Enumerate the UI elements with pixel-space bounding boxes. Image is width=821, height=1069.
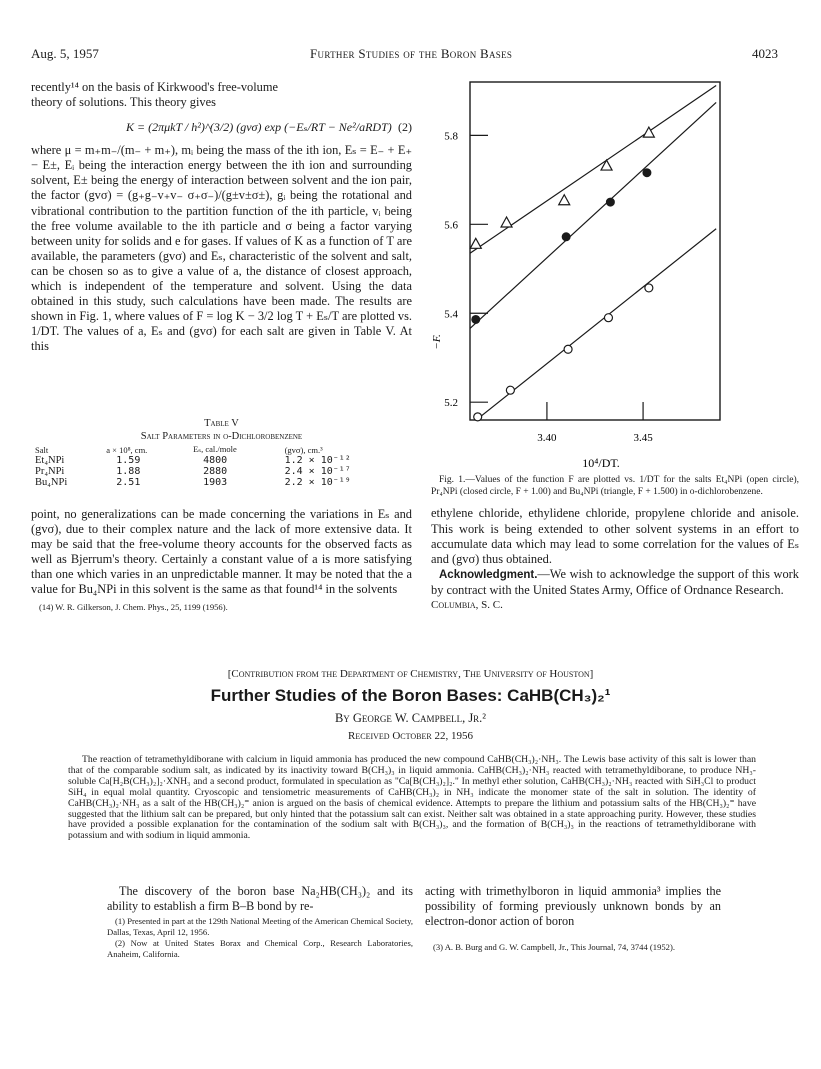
table-row: [31, 466, 412, 477]
intro-paragraph-start: The discovery of the boron base Na₂HB(CH₃)₂ and its ability to establish a firm B–B bond by re-: [107, 884, 413, 914]
header-title: Further Studies of the Boron Bases: [310, 46, 513, 61]
article-title: Further Studies of the Boron Bases: CaHB(CH₃)₂¹: [210, 686, 611, 705]
received-date: Received October 22, 1956: [348, 730, 473, 742]
table-caption: Salt Parameters in o-Dichlorobenzene: [140, 431, 303, 442]
footnote-1: (1) Presented in part at the 129th National Meeting of the American Chemical Society, Dallas, Texas, April 12, 1956.: [107, 916, 413, 938]
x-tick-label: 3.45: [633, 432, 653, 444]
y-tick-label: 5.2: [444, 397, 458, 410]
fit-line: [466, 86, 716, 256]
table-label: Table V: [204, 418, 239, 429]
table-cell: 2.4 × 10⁻¹⁷: [284, 466, 351, 477]
table-header: Eₛ, cal./mole: [193, 444, 237, 454]
intro-line-1: recently¹⁴ on the basis of Kirkwood's free-volume: [31, 80, 278, 94]
table-header: Salt: [35, 444, 49, 455]
acknowledgment-paragraph: [431, 567, 799, 598]
open-circle-point: [564, 345, 572, 353]
after-table-paragraph: point, no generalizations can be made concerning the variations in Eₛ and (gvσ), due to their complex nature and the lack of more extensive data. It may be said that the free-volume theory accounts for the observed facts as well as Bjerrum's theory. Certainly a constant value of a is more satisfying than one which varies in an unpredictable manner. It may be noted that the a value for Bu₄NPi in this solvent is the same as that found¹⁴ in the solvents: [31, 507, 412, 597]
triangle-point: [501, 217, 512, 227]
contribution-line: [Contribution from the Department of Chemistry, The University of Houston]: [227, 668, 594, 680]
equation-2: [31, 112, 412, 142]
table-cell: Et₄NPi: [35, 455, 65, 466]
fit-line: [466, 102, 716, 331]
table-cell: 2880: [203, 466, 228, 477]
table-v: [31, 418, 412, 488]
footnote-14: (14) W. R. Gilkerson, J. Chem. Phys., 25, 1199 (1956).: [39, 601, 228, 612]
triangle-point: [470, 238, 481, 248]
open-circle-point: [604, 314, 612, 322]
x-axis-label: 10⁴/DT.: [582, 456, 620, 470]
acknowledgment-text: —We wish to acknowledge the support of this work by contract with the United States Army, Office of Ordnance Research.: [431, 566, 799, 597]
table-cell: 1903: [203, 477, 228, 488]
x-tick-label: 3.40: [537, 432, 557, 444]
fit-line: [466, 229, 716, 428]
header-date: Aug. 5, 1957: [31, 46, 99, 61]
table-header: a × 10⁸, cm.: [106, 444, 148, 455]
equation-text: K = (2πμkT / h²)^(3/2) (gvσ) exp (−Eₛ/RT − Ne²/aRDT): [126, 119, 392, 134]
figure-1-chart: [418, 80, 798, 472]
y-tick-label: 5.6: [444, 219, 458, 232]
location-line: Columbia, S. C.: [431, 598, 503, 611]
footnote-2: (2) Now at United States Borax and Chemical Corp., Research Laboratories, Anaheim, California.: [107, 938, 413, 960]
table-row: [31, 455, 412, 466]
closed-circle-point: [562, 233, 570, 241]
left-column-top: [31, 80, 412, 355]
left-column-bottom: [31, 507, 412, 613]
table-cell: Pr₄NPi: [35, 466, 65, 477]
table-cell: 1.59: [116, 455, 141, 466]
article-right-column: [425, 884, 721, 953]
triangle-point: [559, 195, 570, 205]
table-header: (gvσ), cm.³: [284, 444, 323, 455]
right-body-paragraph: ethylene chloride, ethylidene chloride, propylene chloride and anisole. This work is being extended to other solvent systems in an effort to accumulate data which may lead to some correlation for the values of Eₛ and (gvσ) thus obtained.: [431, 506, 799, 566]
intro-paragraph-continued: acting with trimethylboron in liquid ammonia³ implies the possibility of forming previously unknown bonds by an electron-donor action of boron: [425, 884, 721, 929]
table-header-row: [31, 444, 412, 455]
plot-area: [444, 82, 720, 444]
article-author: By George W. Campbell, Jr.²: [334, 711, 487, 725]
table-cell: 4800: [203, 455, 228, 466]
table-cell: 1.2 × 10⁻¹²: [284, 455, 351, 466]
article-left-column: [107, 884, 413, 960]
open-circle-point: [645, 284, 653, 292]
y-axis-label: −F.: [431, 334, 443, 350]
closed-circle-point: [472, 315, 480, 323]
table-grid: [31, 444, 412, 488]
figure-caption: Fig. 1.—Values of the function F are plotted vs. 1/DT for the salts Et₄NPi (open circle), Pr₄NPi (closed circle, F + 1.00) and Bu₄NPi (triangle, F + 1.500) in o-dichlorobenzene.: [431, 475, 799, 498]
triangle-point: [601, 160, 612, 170]
acknowledgment-heading: Acknowledgment.: [439, 568, 538, 581]
footnote-3: (3) A. B. Burg and G. W. Campbell, Jr., This Journal, 74, 3744 (1952).: [433, 942, 675, 953]
closed-circle-point: [606, 198, 614, 206]
open-circle-point: [474, 413, 482, 421]
table-cell: Bu₄NPi: [35, 477, 68, 488]
equation-number: (2): [398, 119, 412, 134]
theory-paragraph: where μ = m₊m₋/(m₋ + m₊), mᵢ being the mass of the ith ion, Eₛ = E₋ + E₊ − E±, Eᵢ being the interaction energy between the ith ion and surrounding solvent, E± being the energy of interaction between solvent and the ion pair, the factor (gvσ) = (g₊g₋v₊v₋ σ₊σ₋)/(g±v±σ±), gᵢ being the rotational and vibrational contribution to the partition function of the ith particle, vᵢ being the free volume available to the ith particle and σ being a factor varying between unity for solids and e for gases. If values of K as a function of T are available, the parameters (gvσ) and Eₛ, characteristic of the solvent and salt, can be chosen so as to give a value of a, the distance of closest approach, which is independent of the temperature and solvent. Using the data obtained in this study, such calculations have been made. The results are shown in Fig. 1, where values of F = log K − 3/2 log T + Eₛ/T are plotted vs. 1/DT. The values of a, Eₛ and (gvσ) for each salt are given in Table V. At this: [31, 143, 412, 354]
table-cell: 2.2 × 10⁻¹⁹: [284, 477, 351, 488]
y-tick-label: 5.4: [444, 308, 458, 321]
closed-circle-point: [643, 169, 651, 177]
table-cell: 1.88: [116, 466, 141, 477]
header-page-number: 4023: [752, 46, 778, 61]
intro-line-2: theory of solutions. This theory gives: [31, 95, 216, 110]
open-circle-point: [506, 386, 514, 394]
right-column: [431, 474, 799, 611]
table-row: [31, 477, 412, 488]
table-cell: 2.51: [116, 477, 141, 488]
abstract: The reaction of tetramethyldiborane with calcium in liquid ammonia has produced the new compound CaHB(CH₃)₂·NH₃. The Lewis base activity of this salt is lower than that of the comparable sodium salt, as indicated by its inactivity toward B(CH₃)₃ in liquid ammonia. CaHB(CH₃)₂·NH₃ reacted with tetramethyldiborane, to produce NH₃-soluble Ca[H₂B(CH₃)₂]₂·XNH₃ and a second product, formulated in speculation as "Ca[B(CH₃)₂]₂." In methyl ether solution, CaHB(CH₃)₂·NH₃ reacted with SiH₃Cl to product SiH₄ in equal molal quantity. Cryoscopic and tensiometric measurements of CaHB(CH₃)₂ in NH₃ indicate the monomer state of the salt in solution. The identity of CaHB(CH₃)₂·NH₃ as a salt of the HB(CH₃)₂⁼ anion is argued on the basis of chemical evidence. Attempts to prepare the lithium and potassium salts of the HB(CH₃)₂⁼ have suggested that the lithium salt can be prepared, but only hinted that the potassium salt can exist. Neither salt was obtained in a state approaching purity. However, these studies have provided a possible explanation for the contamination of the sodium salt with B(CH₃)₃, and the formation of B(CH₃)₃ in the reactions of tetramethyldiborane with potassium and with sodium in liquid ammonia.: [68, 754, 756, 842]
y-tick-label: 5.8: [444, 130, 458, 143]
